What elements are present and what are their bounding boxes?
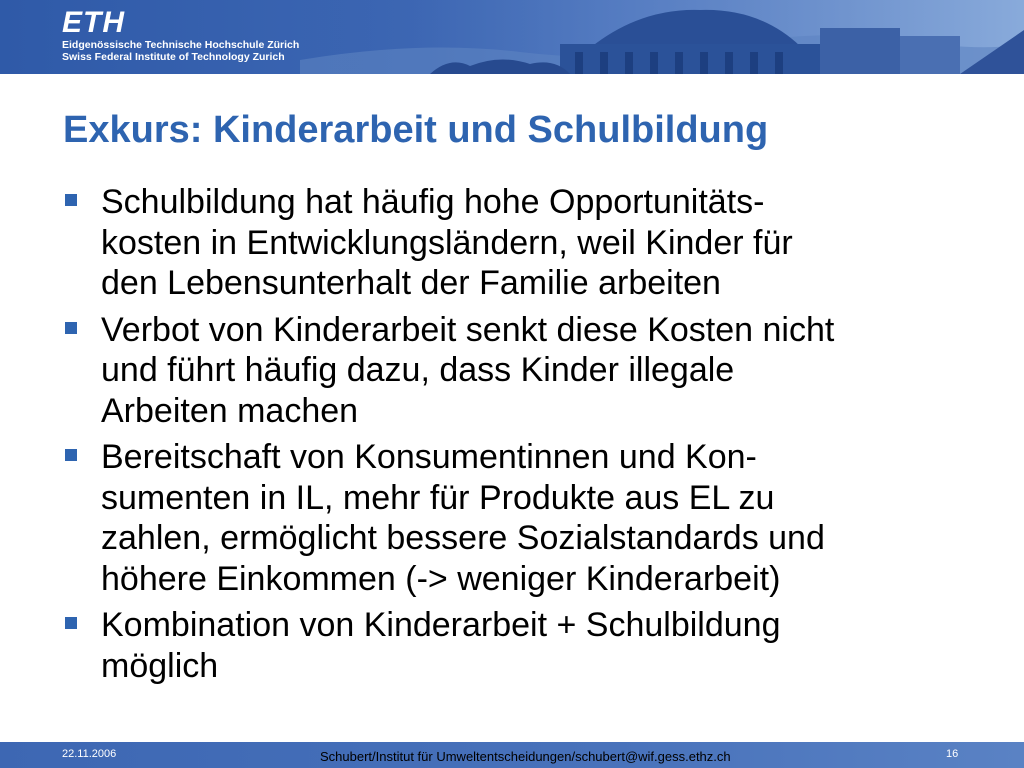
- square-bullet-icon: [65, 194, 77, 206]
- bullet-line: Arbeiten machen: [101, 391, 359, 430]
- footer-bar: [0, 742, 1024, 768]
- bullet-line: zahlen, ermöglicht bessere Sozialstandards und: [101, 519, 825, 557]
- bullet-line: höhere Einkommen (-> weniger Kinderarbeit): [101, 559, 781, 598]
- bullet-line: möglich: [101, 646, 219, 685]
- bullet-text: [101, 182, 982, 304]
- bullet-text: [101, 605, 982, 686]
- square-bullet-icon: [65, 449, 77, 461]
- bullet-line: Verbot von Kinderarbeit senkt diese Kosten nicht: [101, 310, 835, 349]
- footer-date: 22.11.2006: [62, 748, 117, 760]
- bullet-line: den Lebensunterhalt der Familie arbeiten: [101, 264, 721, 302]
- bullet-line: Kombination von Kinderarbeit + Schulbildung: [101, 606, 781, 644]
- bullet-item-ban: [62, 310, 982, 432]
- bullet-line: Schulbildung hat häufig hohe Opportunitäts-: [101, 183, 765, 221]
- eth-logo: ETH: [62, 6, 125, 39]
- bullet-item-opportunity-costs: [62, 182, 982, 304]
- bullet-item-combination: [62, 605, 982, 686]
- bullet-line: kosten in Entwicklungsländern, weil Kinder für: [101, 223, 793, 262]
- bullet-line: und führt häufig dazu, dass Kinder illegale: [101, 351, 735, 389]
- bullet-text: [101, 310, 982, 432]
- square-bullet-icon: [65, 617, 77, 629]
- page-number: 16: [946, 748, 959, 760]
- slide-title: Exkurs: Kinderarbeit und Schulbildung: [63, 109, 769, 151]
- bullet-item-consumers: [62, 437, 982, 599]
- eth-subtitle-english: Swiss Federal Institute of Technology Zurich: [62, 51, 285, 63]
- header-banner: [0, 0, 1024, 74]
- square-bullet-icon: [65, 322, 77, 334]
- bullet-list: [62, 182, 982, 692]
- eth-subtitle-german: Eidgenössische Technische Hochschule Zürich: [62, 39, 300, 51]
- bullet-line: Bereitschaft von Konsumentinnen und Kon-: [101, 438, 757, 476]
- bullet-text: [101, 437, 982, 599]
- bullet-line: sumenten in IL, mehr für Produkte aus EL zu: [101, 478, 775, 517]
- footer-author-info: Schubert/Institut für Umweltentscheidungen/schubert@wif.gess.ethz.ch: [320, 749, 731, 764]
